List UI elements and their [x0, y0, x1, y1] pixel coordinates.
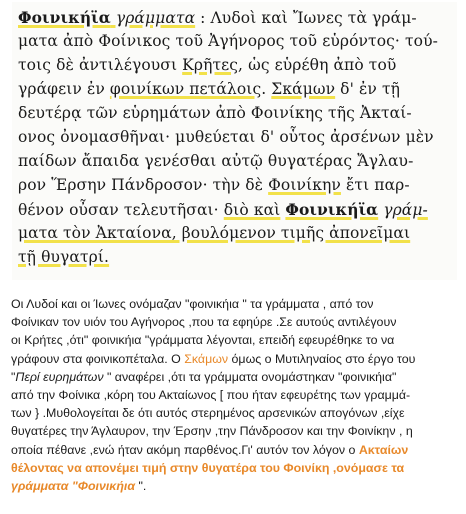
line-text: " [11, 369, 16, 384]
excerpt-line [18, 56, 396, 74]
line-text: ". [135, 479, 147, 494]
line-text: ἔτι παρ- [340, 176, 410, 194]
highlight: Φοινικήϊα [285, 200, 379, 219]
translation-line [11, 295, 459, 313]
excerpt-line [18, 248, 109, 266]
highlight: τῇ θυγατρί. [18, 248, 110, 266]
line-text: από την Φοίνικα ,κόρη του Ακταίωνος [ που ήταν εφευρέτης των γραμμά- [11, 388, 411, 403]
headword: Φοινικήϊα [18, 8, 111, 27]
excerpt-line [18, 32, 438, 50]
line-text: ονος ὀνομασθῆναι· μυθεύεται δ' οὗτος ἀρσένων μὲν [18, 128, 434, 146]
translation-line [11, 331, 459, 349]
excerpt-line [18, 80, 400, 98]
highlight-text: γράμματα "Φοινικήια [11, 479, 136, 494]
line-text: Φοίνικαν τον υιόν του Αγήνορος ,που τα εφηύρε .Σε αυτούς αντιλέγουν [11, 315, 397, 330]
line-text: θένον οὖσαν τελευτῆσαι· [18, 201, 224, 219]
translation-line [11, 477, 459, 495]
line-text: δ' ἐν τῇ [335, 80, 401, 98]
translation-line [11, 404, 459, 422]
excerpt-line [18, 152, 413, 170]
line-text: , ὡς εὑρέθη ἀπὸ τοῦ [238, 56, 397, 74]
line-text: θυγατέρες την Άγλαυρον, την Έρσην ,την Πάνδροσον και την Φοινίκην , η [11, 424, 413, 439]
translation-line [11, 422, 459, 440]
excerpt-line [18, 200, 428, 219]
translation-line [11, 441, 459, 459]
line-text: των } .Μυθολογείται δε ότι αυτός στερημένος αρσενικών απογόνων ,είχε [11, 406, 405, 421]
line-text: " αναφέρει ,ότι τα γράμματα ονομάστηκαν "φοινικήια" [103, 369, 397, 384]
line-text: γράφειν ἐν [18, 80, 110, 98]
excerpt-line [18, 8, 417, 27]
headword-2: γράμματα [110, 9, 196, 27]
highlight: Φοινίκην [268, 176, 341, 194]
excerpt-line [18, 176, 410, 194]
greek-translation [11, 295, 459, 495]
line-text: δευτέρᾳ τῶν εὑρημάτων ἀπὸ Φοινίκης τῆς Ἀκταί- [18, 104, 412, 122]
line-text: γράφουν στα φοινικοπέταλα. Ο [11, 351, 185, 366]
highlight-text: θέλοντας να απονέμει τιμή στην θυγατέρα του Φοινίκη ,ονόμασε τα [11, 460, 405, 475]
excerpt-line [18, 104, 412, 122]
translation-line [11, 459, 459, 477]
highlight-name: Ακταίων [358, 442, 409, 457]
line-text: οι Κρήτες ,ότι" φοινικήια "γράμματα λέγονται, επειδή εφευρέθηκε το να [11, 333, 395, 348]
work-title: Περί ευρημάτων [15, 369, 104, 384]
line-text: ρον Ἕρσην Πάνδροσον· τὴν δὲ [18, 176, 269, 194]
line-text: οποία πέθανε ,ενώ ήταν ακόμη παρθένος.Γι' αυτόν τον λόγον ο [11, 442, 359, 457]
translation-line [11, 350, 459, 368]
excerpt-line [18, 224, 410, 242]
excerpt-line [18, 128, 434, 146]
highlight: φοινίκων πετάλοις [109, 80, 262, 98]
line-text: Οι Λυδοί και οι Ίωνες ονόμαζαν "φοινικήια " τα γράμματα , από τον [11, 297, 374, 311]
highlight: γράμ- [383, 201, 428, 219]
translation-line [11, 368, 459, 386]
line-text: : Λυδοὶ καὶ Ἴωνες τὰ γράμ- [195, 9, 417, 27]
highlight: Κρῆτες [182, 56, 239, 74]
line-text: ματα ἀπὸ Φοίνικος τοῦ Ἀγήνορος τοῦ εὑρόντος· τού- [18, 32, 438, 50]
line-text: τοις δὲ ἀντιλέγουσι [18, 56, 183, 74]
translation-line [11, 313, 459, 331]
line-text: παίδων ἄπαιδα γενέσθαι αὐτῷ θυγατέρας Ἄγλαυ- [18, 152, 414, 170]
line-text: όμως ο Μυτιληναίος στο έργο του [228, 351, 416, 366]
highlight: ματα τὸν Ἀκταίονα, βουλόμενον τιμῆς ἀπονεῖμαι [18, 224, 411, 242]
translation-line [11, 386, 459, 404]
scanned-greek-excerpt [12, 2, 457, 280]
highlight-name: Σκάμων [184, 351, 229, 366]
highlight: διὸ καὶ [223, 201, 281, 219]
line-text: . [261, 80, 272, 98]
highlight: Σκάμων [271, 80, 336, 98]
